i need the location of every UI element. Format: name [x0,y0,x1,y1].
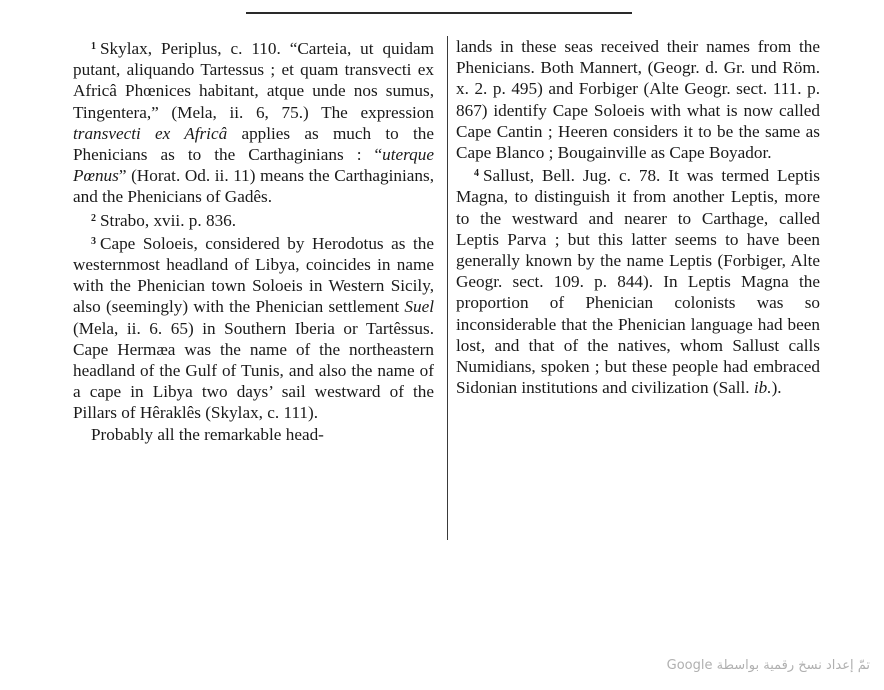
footnote-text: applies as much to the Phenicians as to the Carthaginians : “ [73,123,434,165]
footnote-text: ” (Horat. Od. ii. 11) means the Carthaginians, and the Phenicians of Gadês. [73,166,434,207]
footnote-italic: Suel [404,297,434,317]
footnote-text: Cape Soloeis, considered by Herodotus as the westernmost headland of Libya, coincides in name with the Phenician town Soloeis in Western Sicily, also (seemingly) with the Phenician settlement [73,233,434,317]
footnote-italic: uterque Pœnus [73,145,434,186]
footnote-text: Skylax, Periplus, c. 110. “Carteia, ut quidam putant, aliquando Tartessus ; et quam transvecti ex Africâ Phœnices habitant, atque unde nos sumus, Tingentera,” (Mela, ii. 6, 75.) The expression [73,39,434,122]
google-watermark: تمّ إعداد نسخ رقمية بواسطة Google [666,658,870,673]
footnote-italic: ib. [753,378,772,398]
left-column [73,36,434,445]
footnote-3 [73,231,434,424]
footnote-italic: transvecti ex Africâ [73,123,228,143]
footnote-3-continuation: Probably all the remarkable head- [91,424,324,444]
top-rule [246,12,632,14]
footnote-text: Sallust, Bell. Jug. c. 78. It was termed Leptis Magna, to distinguish it from another Leptis, more to the westward and nearer to Carthage, called Leptis Parva ; but this latter seems to have been generally known by the name Leptis (Forbiger, Alte Geogr. sect. 109. p. 844). In Leptis Magna the proportion of Phenician colonists was so inconsiderable that the Phenician language had been lost, and that of the natives, whom Sallust calls Numidians, spoken ; but these people had embraced Sidonian institutions and civilization (Sall. [456,166,820,398]
footnote-marker: 1 [91,41,96,52]
footnote-4 [456,163,820,398]
footnote-marker: 4 [474,168,479,180]
footnote-marker: 3 [91,235,96,247]
footnote-text: (Mela, ii. 6. 65) in Southern Iberia or Tartêssus. Cape Hermæa was the name of the northeastern headland of the Gulf of Tunis, and also the name of a cape in Libya two days’ sail westward of the Pillars of Hêraklês (Skylax, c. 111). [73,318,434,423]
right-column [456,36,820,398]
footnote-2 [73,208,434,231]
footnote-text: ). [771,378,782,398]
footnote-1 [73,36,434,208]
continued-text: lands in these seas received their names from the Phenicians. Both Mannert, (Geogr. d. Gr. und Röm. x. 2. p. 495) and Forbiger (Alte Geogr. sect. 111. p. 867) identify Cape Soloeis with what is now called Cape Cantin ; Heeren considers it to be the same as Cape Blanco ; Bougainville as Cape Boyador. [456,37,820,163]
footnote-text: Strabo, xvii. p. 836. [100,210,237,230]
column-divider [447,36,448,540]
footnote-marker: 2 [91,212,96,224]
